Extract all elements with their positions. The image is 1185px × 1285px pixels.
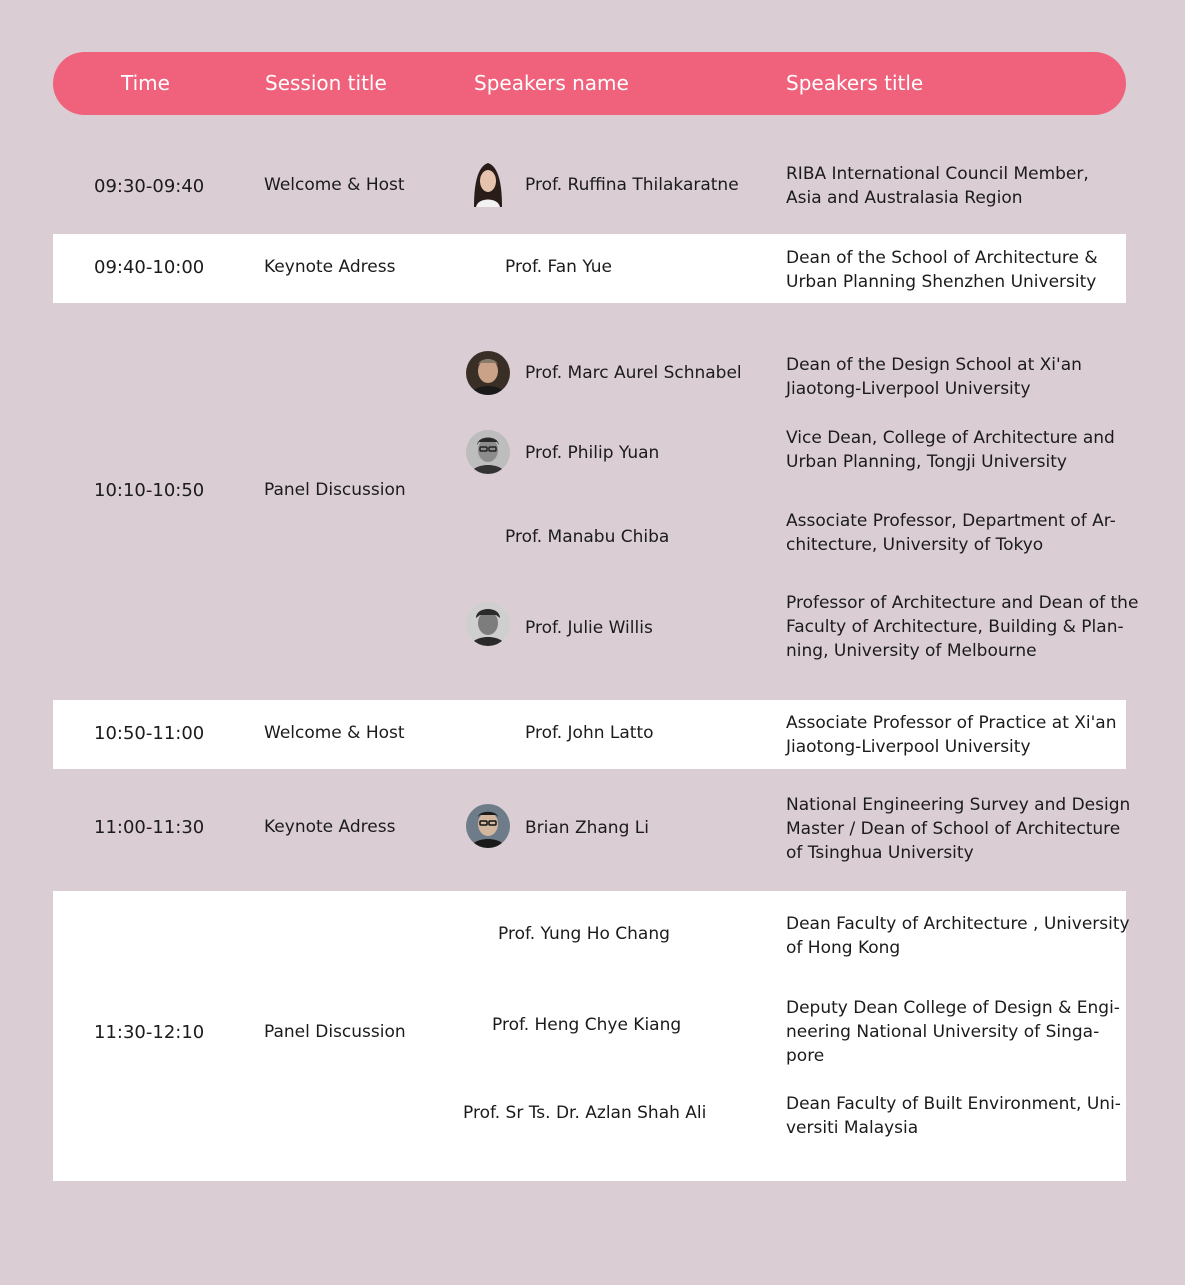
row-session: Welcome & Host (264, 175, 405, 195)
speaker-name: Prof. Ruffina Thilakaratne (525, 175, 739, 195)
speaker-title: Dean Faculty of Built Environment, Uni- versiti Malaysia (786, 1094, 1121, 1138)
speaker-title: Associate Professor, Department of Ar- chitecture, University of Tokyo (786, 511, 1116, 555)
row-time: 09:30-09:40 (94, 176, 205, 197)
speaker-name: Prof. Sr Ts. Dr. Azlan Shah Ali (463, 1103, 707, 1123)
speaker-name: Prof. Julie Willis (525, 618, 653, 638)
male-speaker-photo-icon (466, 430, 510, 474)
row-session: Keynote Adress (264, 817, 396, 837)
speaker-title: Dean of the Design School at Xi'an Jiaotong-Liverpool University (786, 355, 1082, 399)
male-speaker-photo-icon (466, 351, 510, 395)
row-time: 10:10-10:50 (94, 480, 205, 501)
male-speaker-photo-icon (466, 804, 510, 848)
header-speakers-name: Speakers name (474, 71, 629, 95)
speaker-name: Prof. Heng Chye Kiang (492, 1015, 682, 1035)
row-time: 11:00-11:30 (94, 817, 205, 838)
speaker-title: Deputy Dean College of Design & Engi- neering National University of Singa- pore (786, 998, 1120, 1066)
speaker-title: Dean of the School of Architecture & Urban Planning Shenzhen University (786, 248, 1098, 292)
speaker-name: Brian Zhang Li (525, 818, 649, 838)
speaker-name: Prof. Manabu Chiba (505, 527, 670, 547)
row-session: Welcome & Host (264, 723, 405, 743)
row-session: Keynote Adress (264, 257, 396, 277)
table-header (53, 52, 1126, 115)
speaker-title: Dean Faculty of Architecture , University of Hong Kong (786, 914, 1130, 958)
row-session: Panel Discussion (264, 480, 406, 500)
speaker-title: Vice Dean, College of Architecture and Urban Planning, Tongji University (786, 428, 1115, 472)
row-time: 11:30-12:10 (94, 1022, 205, 1043)
female-speaker-photo-icon (466, 159, 510, 207)
speaker-name: Prof. Philip Yuan (525, 443, 660, 463)
row-time: 09:40-10:00 (94, 257, 205, 278)
speaker-name: Prof. Yung Ho Chang (498, 924, 670, 944)
speaker-name: Prof. Fan Yue (505, 257, 613, 277)
speaker-title: National Engineering Survey and Design Master / Dean of School of Architecture of Tsinghua University (786, 795, 1131, 863)
header-time: Time (121, 71, 170, 95)
row-session: Panel Discussion (264, 1022, 406, 1042)
speaker-title: Professor of Architecture and Dean of the Faculty of Architecture, Building & Plan- ning, University of Melbourne (786, 593, 1139, 661)
speaker-photo-icon (466, 602, 510, 646)
header-speakers-title: Speakers title (786, 71, 924, 95)
header-session-title: Session title (265, 71, 387, 95)
speaker-title: Associate Professor of Practice at Xi'an Jiaotong-Liverpool University (786, 713, 1117, 757)
speaker-name: Prof. Marc Aurel Schnabel (525, 363, 742, 383)
speaker-title: RIBA International Council Member, Asia and Australasia Region (786, 164, 1089, 208)
row-time: 10:50-11:00 (94, 723, 205, 744)
speaker-name: Prof. John Latto (525, 723, 654, 743)
